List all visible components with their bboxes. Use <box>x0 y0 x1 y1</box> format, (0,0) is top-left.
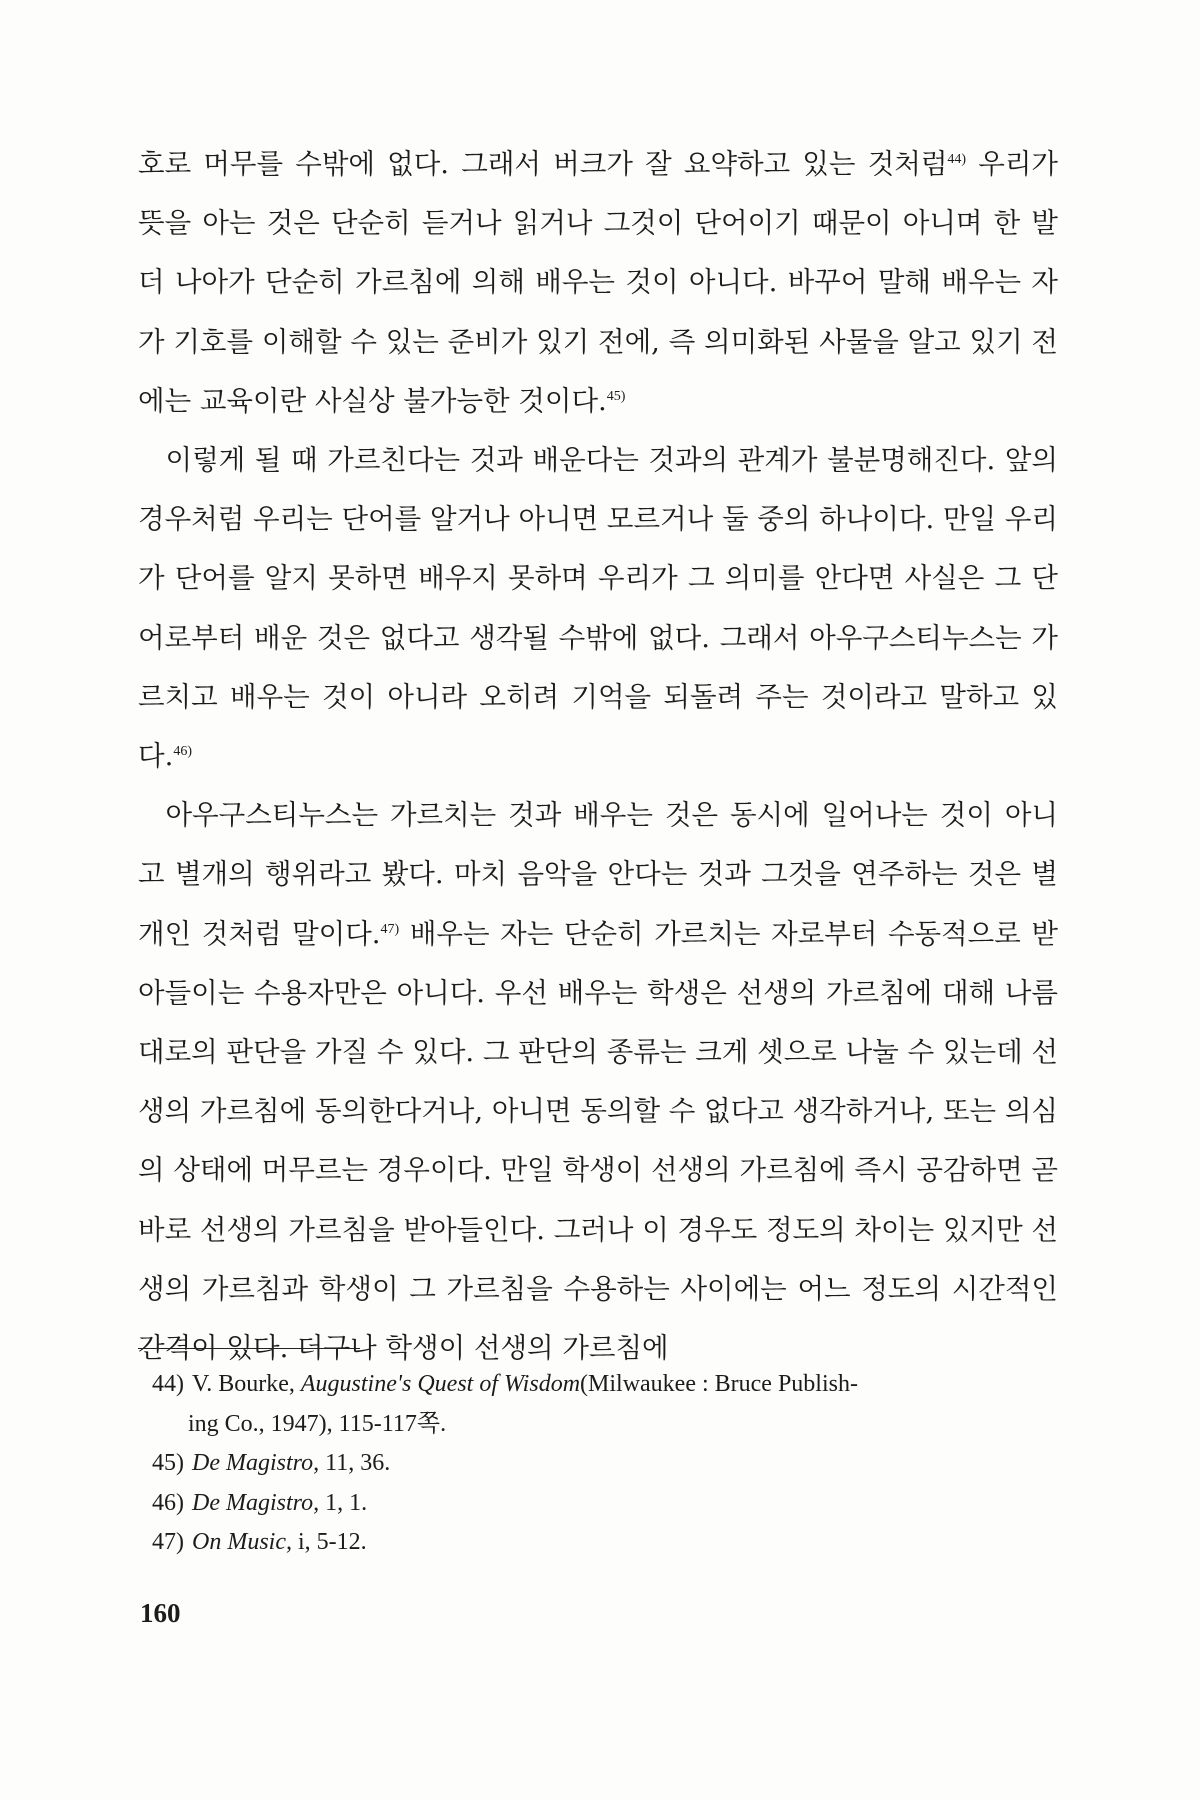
footnote-ref-44: 44) <box>947 151 967 167</box>
footnote-title: De Magistro, <box>192 1489 320 1516</box>
footnote-title: De Magistro, <box>192 1450 320 1476</box>
footnote-locator: i, 5-12. <box>291 1529 367 1555</box>
footnote-author: V. Bourke, <box>192 1371 301 1397</box>
paragraph-1 <box>138 135 1058 431</box>
paragraph-2 <box>138 431 1058 786</box>
footnote-number: 44) <box>152 1371 184 1397</box>
footnote-ref-46: 46) <box>173 743 192 759</box>
footnote-ref-47: 47) <box>380 921 400 937</box>
page-number: 160 <box>140 1598 181 1628</box>
footnote-divider <box>138 1348 360 1349</box>
footnote-continuation: ing Co., 1947), 115-117쪽. <box>188 1410 447 1437</box>
footnote-locator: 1, 1. <box>319 1489 368 1516</box>
paragraph-1-text-a: 호로 머무를 수밖에 없다. 그래서 버크가 잘 요약하고 있는 것처럼 <box>138 148 948 180</box>
footnote-publisher: (Milwaukee : Bruce Publish- <box>580 1371 858 1397</box>
footnote-locator: 11, 36. <box>319 1450 391 1476</box>
footnote-title: Augustine's Quest of Wisdom <box>300 1371 581 1397</box>
footnotes <box>152 1365 1052 1563</box>
paragraph-3-text-b: 배우는 자는 단순히 가르치는 자로부터 수동적으로 받아들이는 수용자만은 아니다. 우선 배우는 학생은 선생의 가르침에 대해 나름대로의 판단을 가질 수 있다. 그 판단의 종류는 크게 셋으로 나눌 수 있는데 선생의 가르침에 동의한다거나, 아니면 동의할 수 없다고 생각하거나, 또는 의심의 상태에 머무르는 경우이다. 만일 학생이 선생의 가르침에 즉시 공감하면 곧바로 선생의 가르침을 받아들인다. 그러나 이 경우도 정도의 차이는 있지만 선생의 가르침과 학생이 그 가르침을 수용하는 사이에는 어느 정도의 시간적인 간격이 있다. 더구나 학생이 선생의 가르침에 <box>138 917 1058 1365</box>
footnote-number: 46) <box>152 1489 184 1516</box>
paragraph-3-text-a: 아우구스티누스는 가르치는 것과 배우는 것은 동시에 일어나는 것이 아니고 별개의 행위라고 봤다. 마치 음악을 안다는 것과 그것을 연주하는 것은 별개인 것처럼 말이다. <box>138 799 1058 950</box>
footnote-47 <box>152 1523 1052 1563</box>
main-text <box>138 135 1058 1378</box>
footnote-number: 47) <box>152 1529 184 1555</box>
footnote-title: On Music, <box>192 1529 292 1555</box>
paragraph-2-text: 이렇게 될 때 가르친다는 것과 배운다는 것과의 관계가 불분명해진다. 앞의 경우처럼 우리는 단어를 알거나 아니면 모르거나 둘 중의 하나이다. 만일 우리가 단어를 알지 못하면 배우지 못하며 우리가 그 의미를 안다면 사실은 그 단어로부터 배운 것은 없다고 생각될 수밖에 없다. 그래서 아우구스티누스는 가르치고 배우는 것이 아니라 오히려 기억을 되돌려 주는 것이라고 말하고 있다. <box>138 444 1058 773</box>
paragraph-1-text-b: 우리가 뜻을 아는 것은 단순히 듣거나 읽거나 그것이 단어이기 때문이 아니며 한 발 더 나아가 단순히 가르침에 의해 배우는 것이 아니다. 바꾸어 말해 배우는 자가 기호를 이해할 수 있는 준비가 있기 전에, 즉 의미화된 사물을 알고 있기 전에는 교육이란 사실상 불가능한 것이다. <box>138 148 1058 417</box>
footnote-ref-45: 45) <box>606 388 626 404</box>
footnote-46 <box>152 1484 1052 1524</box>
footnote-45 <box>152 1444 1052 1484</box>
paragraph-3 <box>138 786 1058 1378</box>
footnote-number: 45) <box>152 1450 184 1476</box>
footnote-44 <box>152 1365 1052 1444</box>
